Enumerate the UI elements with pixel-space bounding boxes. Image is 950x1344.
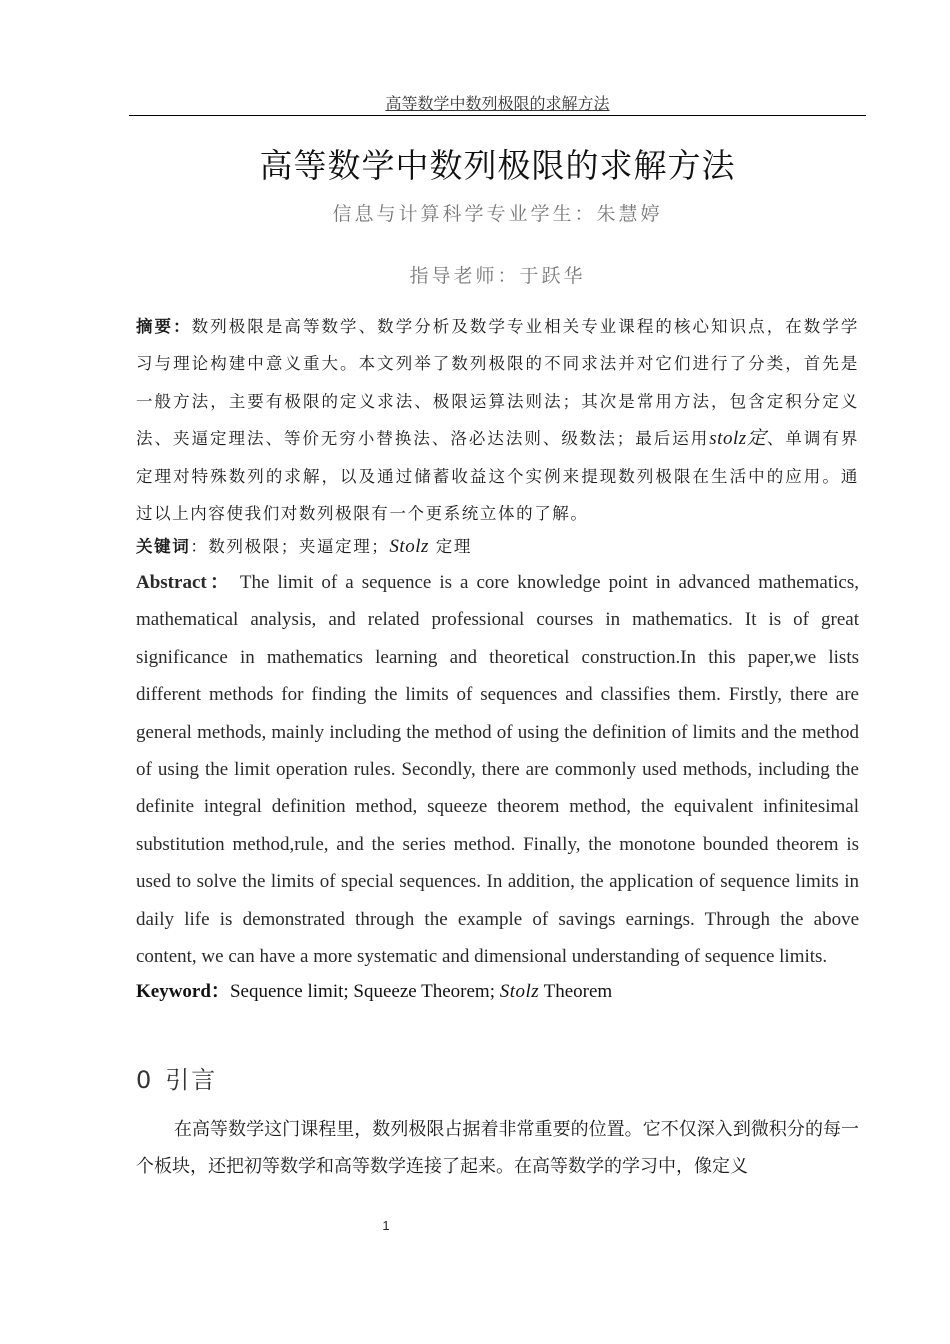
keywords-chinese [136, 532, 859, 562]
abstract-english [136, 564, 859, 975]
keywords-en-italic: Stolz [499, 981, 540, 1002]
keywords-cn-italic: Stolz [389, 536, 429, 557]
keywords-english [136, 977, 859, 1007]
running-header [129, 93, 866, 115]
advisor-line: 指导老师：于跃华 [409, 265, 586, 287]
paper-title: 高等数学中数列极限的求解方法 [259, 146, 736, 185]
keywords-cn-label: 关键词 [136, 537, 191, 556]
section-heading [136, 1060, 859, 1095]
abstract-chinese [136, 308, 859, 532]
keywords-en-text-after: Theorem [539, 981, 613, 1002]
keywords-en-text-before: Sequence limit; Squeeze Theorem; [229, 981, 500, 1002]
section-number: 0 [136, 1066, 154, 1094]
author-line: 信息与计算科学专业学生：朱慧婷 [332, 203, 663, 225]
abstract-cn-text-after: 、单调有界定理对特殊数列的求解，以及通过储蓄收益这个实例来提现数列极限在生活中的应用。通过以上内容使我们对数列极限有一个更系统立体的了解。 [136, 429, 859, 524]
abstract-en-label: Abstract： [136, 572, 233, 593]
intro-paragraph: 在高等数学这门课程里，数列极限占据着非常重要的位置。它不仅深入到微积分的每一个板块，还把初等数学和高等数学连接了起来。在高等数学的学习中，像定义 [136, 1119, 859, 1178]
header-rule [129, 115, 866, 116]
page-number: 1 [382, 1218, 390, 1233]
section-title: 引言 [165, 1066, 218, 1094]
keywords-cn-text-after: 定理 [428, 537, 472, 556]
abstract-cn-label: 摘要： [136, 317, 192, 336]
abstract-en-text: The limit of a sequence is a core knowledge point in advanced mathematics, mathematical analysis, and related professional courses in mathematics. It is of great significance in mathematics learning and theoretical construction.In this paper,we lists different methods for finding the limits of sequences and classifies them. Firstly, there are general methods, mainly including the method of using the definition of limits and the method of using the limit operation rules. Secondly, there are commonly used methods, including the definite integral definition method, squeeze theorem method, the equivalent infinitesimal substitution method,rule, and the series method. Finally, the monotone bounded theorem is used to solve the limits of special sequences. In addition, the application of sequence limits in daily life is demonstrated through the example of savings earnings. Through the above content, we can have a more systematic and dimensional understanding of sequence limits. [136, 572, 860, 968]
keywords-en-label: Keyword： [136, 981, 230, 1002]
running-header-text: 高等数学中数列极限的求解方法 [385, 94, 610, 113]
keywords-cn-text-before: ：数列极限；夹逼定理； [190, 537, 390, 556]
abstract-cn-text-before: 数列极限是高等数学、数学分析及数学专业相关专业课程的核心知识点，在数学学习与理论构建中意义重大。本文列举了数列极限的不同求法并对它们进行了分类，首先是一般方法，主要有极限的定义求法、极限运算法则法；其次是常用方法，包含定积分定义法、夹逼定理法、等价无穷小替换法、洛必达法则、级数法；最后运用 [136, 317, 859, 449]
abstract-cn-italic: stolz定 [709, 428, 767, 450]
